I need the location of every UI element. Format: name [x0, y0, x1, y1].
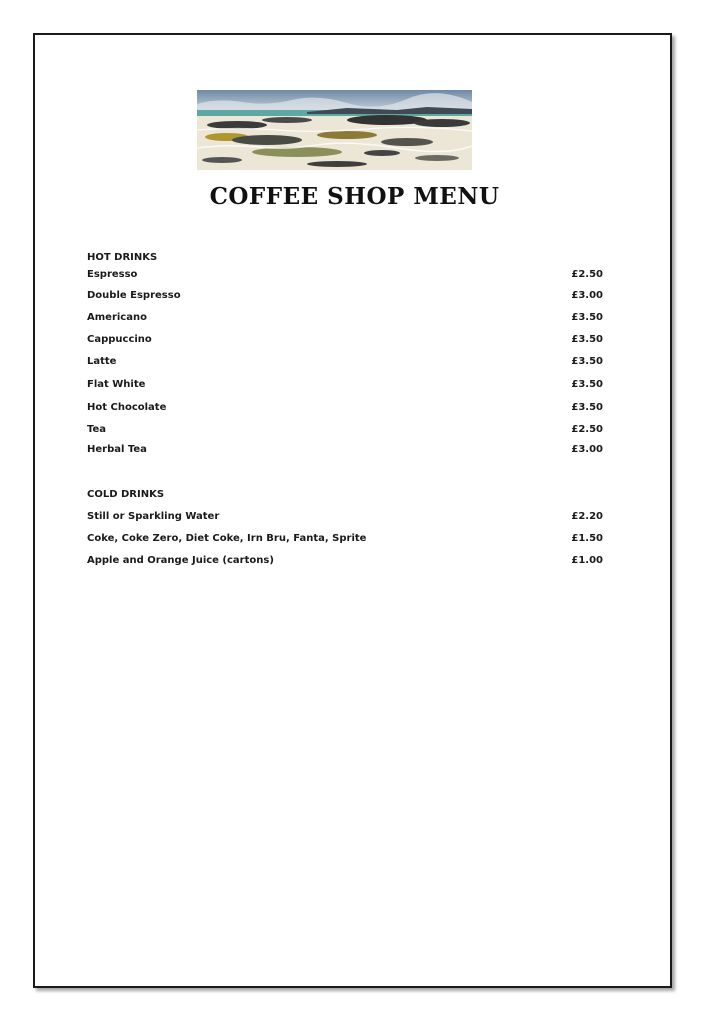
menu-item: [87, 554, 603, 568]
menu-item: [87, 311, 603, 325]
item-name: Tea: [87, 424, 107, 435]
item-price: £1.50: [571, 533, 603, 544]
menu-item: [87, 423, 603, 437]
item-price: £3.50: [571, 312, 603, 323]
item-name: Flat White: [87, 379, 146, 390]
menu-item: [87, 443, 603, 457]
menu-item: [87, 289, 603, 303]
item-name: Latte: [87, 356, 117, 367]
menu-page: [33, 33, 672, 988]
menu-item: [87, 268, 603, 282]
menu-item: [87, 532, 603, 546]
item-price: £2.50: [571, 269, 603, 280]
menu-item: [87, 378, 603, 392]
item-name: Americano: [87, 312, 147, 323]
item-name: Hot Chocolate: [87, 402, 167, 413]
item-name: Still or Sparkling Water: [87, 511, 220, 522]
item-name: Herbal Tea: [87, 444, 147, 455]
menu-item: [87, 333, 603, 347]
item-name: Coke, Coke Zero, Diet Coke, Irn Bru, Fanta, Sprite: [87, 533, 367, 544]
item-price: £2.20: [571, 511, 603, 522]
item-price: £1.00: [571, 555, 603, 566]
menu-item: [87, 401, 603, 415]
section-heading-cold-drinks: COLD DRINKS: [87, 489, 165, 500]
menu-item: [87, 510, 603, 524]
item-price: £3.50: [571, 334, 603, 345]
page-title: COFFEE SHOP MENU: [209, 183, 500, 210]
item-name: Apple and Orange Juice (cartons): [87, 555, 274, 566]
item-price: £2.50: [571, 424, 603, 435]
item-price: £3.50: [571, 379, 603, 390]
menu-item: [87, 355, 603, 369]
item-price: £3.50: [571, 402, 603, 413]
item-name: Espresso: [87, 269, 138, 280]
beach-landscape-image: [197, 90, 472, 170]
item-price: £3.00: [571, 444, 603, 455]
item-price: £3.00: [571, 290, 603, 301]
item-name: Cappuccino: [87, 334, 152, 345]
section-heading-hot-drinks: HOT DRINKS: [87, 252, 158, 263]
item-price: £3.50: [571, 356, 603, 367]
item-name: Double Espresso: [87, 290, 181, 301]
